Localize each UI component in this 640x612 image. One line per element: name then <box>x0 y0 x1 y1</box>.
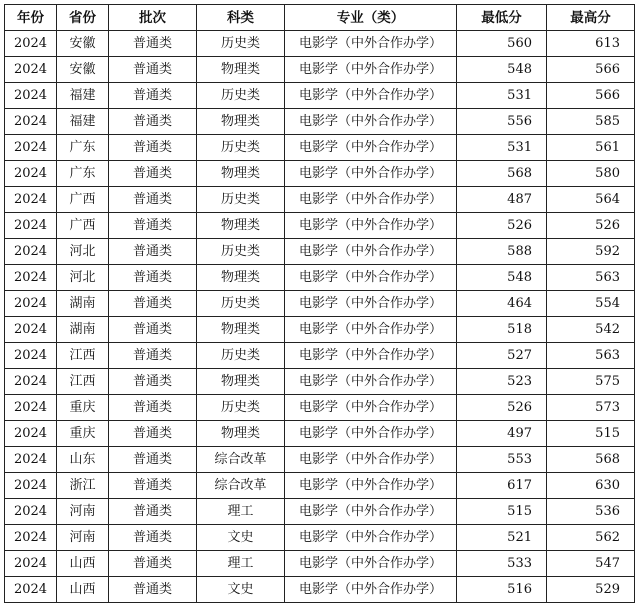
cell-subject: 理工 <box>197 551 285 577</box>
cell-major: 电影学（中外合作办学） <box>285 447 457 473</box>
cell-province: 安徽 <box>57 31 109 57</box>
cell-min-score: 487 <box>457 187 547 213</box>
cell-min-score: 497 <box>457 421 547 447</box>
cell-min-score: 588 <box>457 239 547 265</box>
cell-subject: 物理类 <box>197 369 285 395</box>
cell-subject: 历史类 <box>197 343 285 369</box>
table-row <box>5 57 635 83</box>
cell-batch: 普通类 <box>109 291 197 317</box>
cell-subject: 文史 <box>197 577 285 603</box>
table-row <box>5 499 635 525</box>
cell-year: 2024 <box>5 187 57 213</box>
cell-min-score: 515 <box>457 499 547 525</box>
cell-max-score: 526 <box>547 213 635 239</box>
cell-major: 电影学（中外合作办学） <box>285 83 457 109</box>
cell-min-score: 553 <box>457 447 547 473</box>
cell-year: 2024 <box>5 161 57 187</box>
cell-max-score: 566 <box>547 57 635 83</box>
cell-subject: 历史类 <box>197 291 285 317</box>
cell-subject: 综合改革 <box>197 473 285 499</box>
cell-max-score: 554 <box>547 291 635 317</box>
cell-subject: 物理类 <box>197 265 285 291</box>
cell-year: 2024 <box>5 421 57 447</box>
table-row <box>5 395 635 421</box>
cell-year: 2024 <box>5 213 57 239</box>
cell-min-score: 548 <box>457 265 547 291</box>
cell-batch: 普通类 <box>109 31 197 57</box>
cell-subject: 历史类 <box>197 83 285 109</box>
cell-province: 山东 <box>57 447 109 473</box>
cell-batch: 普通类 <box>109 369 197 395</box>
cell-batch: 普通类 <box>109 499 197 525</box>
cell-major: 电影学（中外合作办学） <box>285 473 457 499</box>
cell-max-score: 568 <box>547 447 635 473</box>
table-row <box>5 551 635 577</box>
cell-max-score: 580 <box>547 161 635 187</box>
cell-batch: 普通类 <box>109 135 197 161</box>
cell-subject: 历史类 <box>197 135 285 161</box>
cell-year: 2024 <box>5 551 57 577</box>
cell-major: 电影学（中外合作办学） <box>285 369 457 395</box>
cell-major: 电影学（中外合作办学） <box>285 57 457 83</box>
cell-batch: 普通类 <box>109 109 197 135</box>
cell-major: 电影学（中外合作办学） <box>285 161 457 187</box>
cell-subject: 物理类 <box>197 213 285 239</box>
table-row <box>5 473 635 499</box>
cell-major: 电影学（中外合作办学） <box>285 343 457 369</box>
cell-major: 电影学（中外合作办学） <box>285 31 457 57</box>
cell-batch: 普通类 <box>109 447 197 473</box>
cell-min-score: 556 <box>457 109 547 135</box>
cell-province: 广东 <box>57 135 109 161</box>
cell-major: 电影学（中外合作办学） <box>285 291 457 317</box>
cell-subject: 历史类 <box>197 395 285 421</box>
cell-major: 电影学（中外合作办学） <box>285 213 457 239</box>
cell-major: 电影学（中外合作办学） <box>285 395 457 421</box>
cell-batch: 普通类 <box>109 473 197 499</box>
table-row <box>5 577 635 603</box>
cell-major: 电影学（中外合作办学） <box>285 525 457 551</box>
cell-min-score: 560 <box>457 31 547 57</box>
cell-province: 广西 <box>57 213 109 239</box>
cell-subject: 物理类 <box>197 161 285 187</box>
header-year: 年份 <box>5 5 57 31</box>
cell-major: 电影学（中外合作办学） <box>285 239 457 265</box>
cell-province: 山西 <box>57 551 109 577</box>
cell-max-score: 564 <box>547 187 635 213</box>
cell-batch: 普通类 <box>109 395 197 421</box>
cell-province: 河北 <box>57 265 109 291</box>
cell-max-score: 562 <box>547 525 635 551</box>
cell-major: 电影学（中外合作办学） <box>285 317 457 343</box>
cell-batch: 普通类 <box>109 421 197 447</box>
header-subject: 科类 <box>197 5 285 31</box>
cell-min-score: 548 <box>457 57 547 83</box>
table-row <box>5 161 635 187</box>
table-row <box>5 135 635 161</box>
cell-min-score: 464 <box>457 291 547 317</box>
cell-major: 电影学（中外合作办学） <box>285 187 457 213</box>
cell-min-score: 527 <box>457 343 547 369</box>
cell-province: 湖南 <box>57 317 109 343</box>
cell-year: 2024 <box>5 83 57 109</box>
table-row <box>5 265 635 291</box>
cell-province: 河南 <box>57 525 109 551</box>
cell-subject: 历史类 <box>197 31 285 57</box>
cell-batch: 普通类 <box>109 577 197 603</box>
cell-subject: 历史类 <box>197 239 285 265</box>
cell-max-score: 585 <box>547 109 635 135</box>
cell-max-score: 566 <box>547 83 635 109</box>
cell-min-score: 568 <box>457 161 547 187</box>
table-row <box>5 369 635 395</box>
cell-year: 2024 <box>5 109 57 135</box>
cell-major: 电影学（中外合作办学） <box>285 551 457 577</box>
cell-major: 电影学（中外合作办学） <box>285 265 457 291</box>
table-row <box>5 187 635 213</box>
cell-province: 河北 <box>57 239 109 265</box>
cell-batch: 普通类 <box>109 343 197 369</box>
table-row <box>5 31 635 57</box>
cell-subject: 理工 <box>197 499 285 525</box>
cell-major: 电影学（中外合作办学） <box>285 499 457 525</box>
table-row <box>5 239 635 265</box>
cell-batch: 普通类 <box>109 265 197 291</box>
table-row <box>5 213 635 239</box>
cell-year: 2024 <box>5 473 57 499</box>
table-row <box>5 83 635 109</box>
cell-max-score: 592 <box>547 239 635 265</box>
cell-year: 2024 <box>5 291 57 317</box>
cell-max-score: 515 <box>547 421 635 447</box>
table-row <box>5 317 635 343</box>
cell-year: 2024 <box>5 395 57 421</box>
cell-max-score: 613 <box>547 31 635 57</box>
cell-min-score: 533 <box>457 551 547 577</box>
cell-max-score: 529 <box>547 577 635 603</box>
header-major: 专业（类） <box>285 5 457 31</box>
cell-min-score: 523 <box>457 369 547 395</box>
cell-province: 江西 <box>57 369 109 395</box>
cell-subject: 物理类 <box>197 109 285 135</box>
table-row <box>5 109 635 135</box>
header-province: 省份 <box>57 5 109 31</box>
header-row <box>5 5 635 31</box>
cell-subject: 物理类 <box>197 57 285 83</box>
cell-year: 2024 <box>5 317 57 343</box>
table-row <box>5 447 635 473</box>
cell-batch: 普通类 <box>109 83 197 109</box>
cell-subject: 物理类 <box>197 317 285 343</box>
cell-year: 2024 <box>5 447 57 473</box>
cell-max-score: 630 <box>547 473 635 499</box>
cell-min-score: 531 <box>457 135 547 161</box>
cell-min-score: 518 <box>457 317 547 343</box>
cell-year: 2024 <box>5 499 57 525</box>
cell-max-score: 563 <box>547 343 635 369</box>
table-row <box>5 343 635 369</box>
header-max-score: 最高分 <box>547 5 635 31</box>
cell-year: 2024 <box>5 577 57 603</box>
cell-major: 电影学（中外合作办学） <box>285 421 457 447</box>
cell-subject: 文史 <box>197 525 285 551</box>
cell-year: 2024 <box>5 525 57 551</box>
cell-major: 电影学（中外合作办学） <box>285 577 457 603</box>
cell-min-score: 516 <box>457 577 547 603</box>
cell-min-score: 531 <box>457 83 547 109</box>
cell-min-score: 526 <box>457 213 547 239</box>
cell-major: 电影学（中外合作办学） <box>285 109 457 135</box>
cell-max-score: 561 <box>547 135 635 161</box>
cell-max-score: 536 <box>547 499 635 525</box>
cell-province: 广西 <box>57 187 109 213</box>
cell-min-score: 521 <box>457 525 547 551</box>
cell-batch: 普通类 <box>109 525 197 551</box>
cell-batch: 普通类 <box>109 239 197 265</box>
cell-batch: 普通类 <box>109 213 197 239</box>
cell-max-score: 542 <box>547 317 635 343</box>
score-table <box>4 4 635 603</box>
cell-major: 电影学（中外合作办学） <box>285 135 457 161</box>
cell-year: 2024 <box>5 135 57 161</box>
cell-province: 重庆 <box>57 421 109 447</box>
cell-batch: 普通类 <box>109 57 197 83</box>
cell-max-score: 547 <box>547 551 635 577</box>
cell-province: 重庆 <box>57 395 109 421</box>
cell-province: 山西 <box>57 577 109 603</box>
cell-province: 广东 <box>57 161 109 187</box>
table-row <box>5 421 635 447</box>
cell-subject: 历史类 <box>197 187 285 213</box>
table-row <box>5 525 635 551</box>
cell-province: 安徽 <box>57 57 109 83</box>
cell-year: 2024 <box>5 57 57 83</box>
cell-max-score: 563 <box>547 265 635 291</box>
cell-batch: 普通类 <box>109 551 197 577</box>
cell-subject: 物理类 <box>197 421 285 447</box>
cell-year: 2024 <box>5 343 57 369</box>
cell-province: 福建 <box>57 83 109 109</box>
cell-province: 湖南 <box>57 291 109 317</box>
header-batch: 批次 <box>109 5 197 31</box>
cell-batch: 普通类 <box>109 317 197 343</box>
cell-year: 2024 <box>5 239 57 265</box>
cell-year: 2024 <box>5 31 57 57</box>
cell-min-score: 617 <box>457 473 547 499</box>
cell-year: 2024 <box>5 369 57 395</box>
cell-province: 福建 <box>57 109 109 135</box>
header-min-score: 最低分 <box>457 5 547 31</box>
cell-min-score: 526 <box>457 395 547 421</box>
cell-subject: 综合改革 <box>197 447 285 473</box>
cell-province: 江西 <box>57 343 109 369</box>
cell-max-score: 573 <box>547 395 635 421</box>
cell-max-score: 575 <box>547 369 635 395</box>
cell-batch: 普通类 <box>109 161 197 187</box>
table-row <box>5 291 635 317</box>
cell-province: 河南 <box>57 499 109 525</box>
cell-batch: 普通类 <box>109 187 197 213</box>
cell-province: 浙江 <box>57 473 109 499</box>
cell-year: 2024 <box>5 265 57 291</box>
